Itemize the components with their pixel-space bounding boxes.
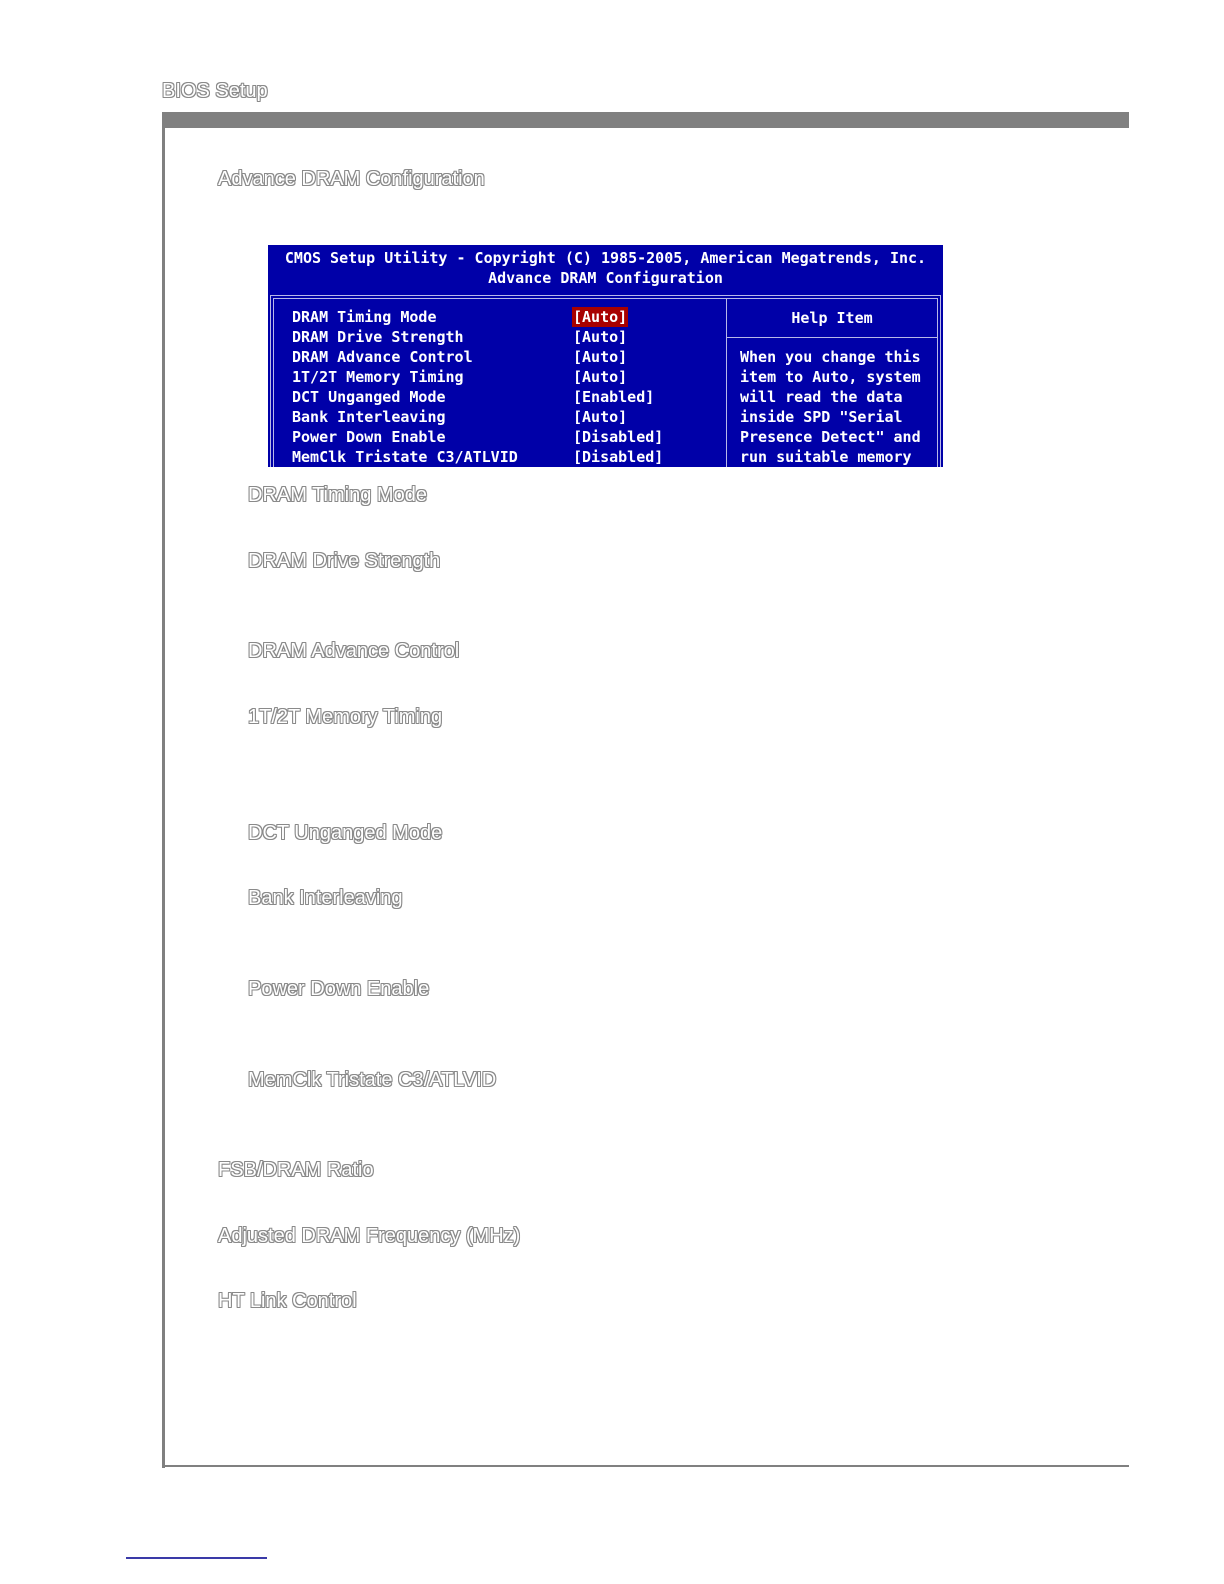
main-item-heading: Adjusted DRAM Frequency (MHz) <box>218 1225 521 1247</box>
bios-item-label[interactable]: DRAM Advance Control <box>292 348 473 366</box>
sub-item-heading: MemClk Tristate C3/ATLVID <box>248 1069 497 1091</box>
sub-item-heading: Bank Interleaving <box>248 887 403 909</box>
bios-item-value[interactable]: [Auto] <box>573 368 628 386</box>
help-text-line: will read the data <box>740 388 903 406</box>
bios-item-label[interactable]: Power Down Enable <box>292 428 446 446</box>
sub-item-heading: Power Down Enable <box>248 978 430 1000</box>
bios-item-label[interactable]: DRAM Timing Mode <box>292 308 437 326</box>
bios-item-label[interactable]: MemClk Tristate C3/ATLVID <box>292 448 518 466</box>
bios-item-value[interactable]: [Enabled] <box>573 388 655 406</box>
bios-item-value[interactable]: [Disabled] <box>573 448 664 466</box>
bios-title-line-2: Advance DRAM Configuration <box>488 269 723 287</box>
sub-item-heading: DCT Unganged Mode <box>248 822 443 844</box>
footer-line <box>126 1557 267 1559</box>
bios-item-label[interactable]: 1T/2T Memory Timing <box>292 368 464 386</box>
left-margin-rule <box>162 112 165 1468</box>
header-bar <box>162 112 1129 128</box>
bios-item-label[interactable]: DCT Unganged Mode <box>292 388 446 406</box>
sub-item-heading: DRAM Timing Mode <box>248 484 427 506</box>
help-text-line: inside SPD "Serial <box>740 408 903 426</box>
sub-item-heading: DRAM Drive Strength <box>248 550 441 572</box>
bios-screenshot <box>268 245 943 467</box>
bios-item-value[interactable]: [Auto] <box>573 348 628 366</box>
bios-item-value[interactable]: [Disabled] <box>573 428 664 446</box>
page-header-label: BIOS Setup <box>162 80 268 102</box>
help-text-line: Presence Detect" and <box>740 428 921 446</box>
help-item-heading: Help Item <box>791 309 873 327</box>
main-item-heading: FSB/DRAM Ratio <box>218 1159 374 1181</box>
help-text-line: When you change this <box>740 348 921 366</box>
bios-item-label[interactable]: Bank Interleaving <box>292 408 446 426</box>
section-title: Advance DRAM Configuration <box>218 168 485 190</box>
bios-item-value[interactable]: [Auto] <box>573 408 628 426</box>
help-text-line: run suitable memory <box>740 448 912 466</box>
help-divider <box>727 337 937 338</box>
sub-item-heading: DRAM Advance Control <box>248 640 460 662</box>
bios-item-value[interactable]: [Auto] <box>573 328 628 346</box>
main-item-heading: HT Link Control <box>218 1290 357 1312</box>
help-text-line: item to Auto, system <box>740 368 921 386</box>
sub-item-heading: 1T/2T Memory Timing <box>248 706 443 728</box>
bios-item-label[interactable]: DRAM Drive Strength <box>292 328 464 346</box>
bios-item-value-selected[interactable]: [Auto] <box>573 308 628 326</box>
bios-title-line-1: CMOS Setup Utility - Copyright (C) 1985-2005, American Megatrends, Inc. <box>284 249 927 267</box>
bottom-rule <box>162 1465 1129 1467</box>
